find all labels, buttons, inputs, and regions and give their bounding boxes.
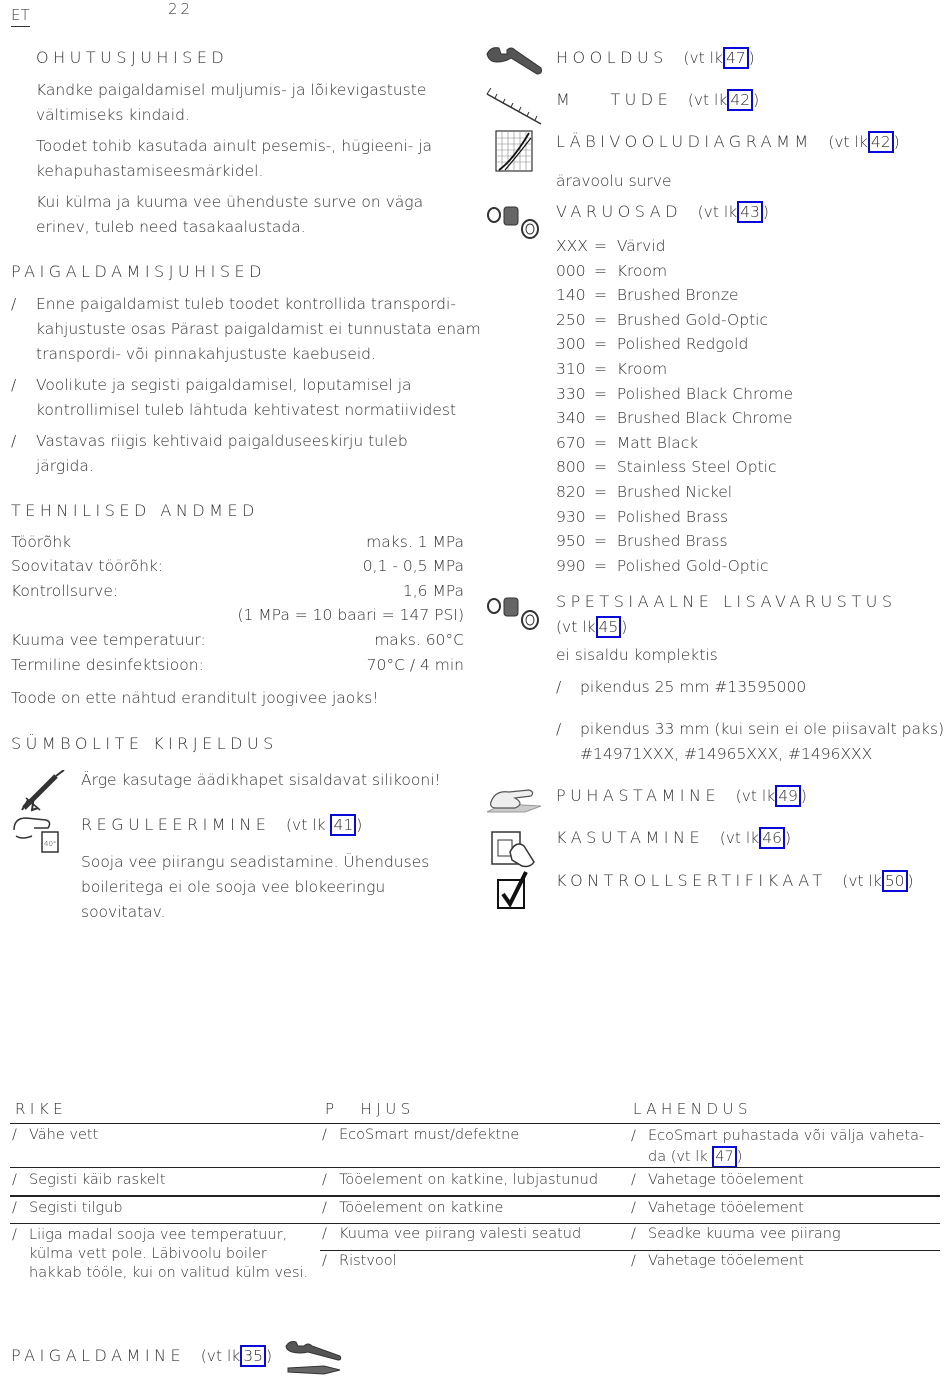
- table-row: / Vähe vett: [12, 1127, 99, 1143]
- safety-para-1: Kandke paigaldamisel muljumis- ja lõikevigastuste vältimiseks kindaid.: [36, 81, 427, 124]
- accessories-heading: SPETSIAALNE LISAVARUSTUS: [556, 592, 897, 611]
- wrench-icon: [485, 44, 543, 78]
- thermostat-hand-icon: [12, 810, 62, 856]
- table-row: / EcoSmart puhastada või välja vaheta-da (vt lk 47 ): [631, 1127, 938, 1168]
- solution-header: LAHENDUS: [633, 1100, 752, 1118]
- accessory-item: / pikendus 25 mm #13595000: [556, 675, 950, 700]
- page-ref-link[interactable]: 47: [712, 1146, 736, 1168]
- table-row: / Tööelement on katkine, lubjastunud: [322, 1172, 599, 1188]
- page-ref-link[interactable]: 42: [868, 131, 894, 153]
- page-ref-link[interactable]: 43: [737, 201, 763, 223]
- page-ref-link[interactable]: 49: [775, 785, 801, 807]
- install-item-3: / Vastavas riigis kehtivaid paigalduseeskirju tuleb järgida.: [11, 429, 436, 479]
- tech-row: Kuuma vee temperatuur: maks. 60°C: [11, 631, 464, 649]
- page-ref-link[interactable]: 41: [330, 814, 356, 836]
- accessories-sub: ei sisaldu komplektis: [556, 646, 718, 664]
- page-ref-link[interactable]: 35: [240, 1345, 266, 1367]
- safety-para-2: Toodet tohib kasutada ainult pesemis-, hügieeni- ja kehapuhastamiseesmärkidel.: [36, 137, 433, 180]
- color-item: 140 = Brushed Bronze: [556, 286, 739, 305]
- silicone-warning: Ärge kasutage äädikhapet sisaldavat silikooni!: [81, 771, 441, 789]
- certificate-heading: KONTROLLSERTIFIKAAT (vt lk 50 ): [556, 871, 914, 890]
- safety-para-3: Kui külma ja kuuma vee ühenduste surve on väga erinev, tuleb need tasakaalustada.: [36, 193, 424, 236]
- color-item: 300 = Polished Redgold: [556, 335, 749, 354]
- accessories-icon: [486, 594, 542, 630]
- page-ref-link[interactable]: 42: [727, 89, 753, 111]
- checkbox-icon: [496, 870, 530, 910]
- table-row: / Ristvool: [322, 1253, 397, 1269]
- color-item: 000 = Kroom: [556, 261, 668, 280]
- tech-row: Kontrollsurve: 1,6 MPa: [11, 582, 464, 600]
- table-row: / Tööelement on katkine: [322, 1200, 504, 1216]
- install-item-1: / Enne paigaldamist tuleb toodet kontrollida transpordi-kahjustuste osas Pärast paigaldamist ei tunnustata enam transpordi- või pinnakahjustuste kaebuseid.: [11, 292, 481, 367]
- tools-icon: [284, 1338, 344, 1378]
- tech-heading: TEHNILISED ANDMED: [11, 501, 259, 520]
- drinking-water-note: Toode on ette nähtud eranditult joogivee jaoks!: [11, 689, 379, 707]
- installation-heading: PAIGALDAMINE (vt lk 35 ): [11, 1346, 273, 1365]
- color-item: 340 = Brushed Black Chrome: [556, 409, 793, 428]
- flow-diagram-icon: [495, 130, 533, 172]
- language-code: ET: [11, 6, 30, 27]
- color-item: 310 = Kroom: [556, 359, 668, 378]
- table-rule: [10, 1223, 940, 1224]
- color-item: 670 = Matt Black: [556, 433, 699, 452]
- page-number: 22: [168, 0, 194, 18]
- usage-heading: KASUTAMINE (vt lk 46 ): [556, 828, 792, 847]
- table-row: / Segisti käib raskelt: [12, 1172, 166, 1188]
- regulate-heading: REGULEERIMINE (vt lk 41 ): [81, 815, 363, 834]
- ruler-icon: [485, 88, 543, 128]
- table-rule: [10, 1123, 940, 1124]
- color-list: [556, 234, 936, 578]
- page-ref-link[interactable]: 46: [759, 827, 785, 849]
- tech-row: Soovitatav töörõhk: 0,1 - 0,5 MPa: [11, 557, 464, 575]
- regulate-text: Sooja vee piirangu seadistamine. Ühenduses boileritega ei ole sooja vee blokeeringu soovitatav.: [81, 853, 430, 921]
- maintenance-heading: HOOLDUS (vt lk 47 ): [556, 48, 755, 67]
- bullet-slash: /: [11, 376, 17, 394]
- flow-sub: äravoolu surve: [556, 172, 672, 190]
- symbols-heading: SÜMBOLITE KIRJELDUS: [11, 734, 278, 753]
- table-row: / Liiga madal sooja vee temperatuur, külma vett pole. Läbivoolu boiler hakkab tööle, kui on valitud külm vesi.: [12, 1227, 309, 1281]
- color-item: 330 = Polished Black Chrome: [556, 384, 794, 403]
- tech-row: Termiline desinfektsioon: 70°C / 4 min: [11, 656, 464, 674]
- dimensions-heading: M TUDE (vt lk 42 ): [556, 90, 760, 109]
- accessories-ref: (vt lk 45 ): [556, 618, 628, 636]
- install-heading: PAIGALDAMISJUHISED: [11, 262, 266, 281]
- install-item-2: / Voolikute ja segisti paigaldamisel, loputamisel ja kontrollimisel tuleb lähtuda kehtivatest normatiividest: [11, 373, 481, 423]
- table-row: / Seadke kuuma vee piirang: [631, 1226, 841, 1242]
- spare-heading: VARUOSAD (vt lk 43 ): [556, 202, 769, 221]
- flow-heading: LÄBIVOOLUDIAGRAMM (vt lk 42 ): [556, 132, 900, 151]
- bullet-slash: /: [556, 720, 562, 738]
- color-item: XXX = Värvid: [556, 237, 666, 255]
- table-rule: [320, 1250, 940, 1251]
- color-item: 800 = Stainless Steel Optic: [556, 458, 777, 477]
- page-ref-link[interactable]: 47: [723, 47, 749, 69]
- silicone-gun-icon: [18, 770, 66, 812]
- cause-header: P HJUS: [325, 1100, 415, 1118]
- cleaning-hand-icon: [485, 784, 543, 820]
- color-item: 950 = Brushed Brass: [556, 532, 728, 551]
- bullet-slash: /: [11, 432, 17, 450]
- page-ref-link[interactable]: 45: [596, 616, 622, 638]
- color-item: 250 = Brushed Gold-Optic: [556, 310, 768, 329]
- table-row: / EcoSmart must/defektne: [322, 1127, 520, 1143]
- table-rule: [10, 1195, 940, 1197]
- table-row: / Vahetage tööelement: [631, 1253, 804, 1269]
- table-row: / Segisti tilgub: [12, 1200, 123, 1216]
- bullet-slash: /: [11, 295, 17, 313]
- table-row: / Vahetage tööelement: [631, 1200, 804, 1216]
- svg-text:40°: 40°: [44, 840, 57, 848]
- accessory-item: / pikendus 33 mm (kui sein ei ole piisavalt paks) #14971XXX, #14965XXX, #1496XXX: [556, 717, 950, 767]
- color-item: 930 = Polished Brass: [556, 507, 729, 526]
- bullet-slash: /: [556, 678, 562, 696]
- table-row: / Vahetage tööelement: [631, 1172, 804, 1188]
- color-item: 820 = Brushed Nickel: [556, 482, 733, 501]
- tech-row: Töörõhk maks. 1 MPa: [11, 533, 464, 551]
- page-ref-link[interactable]: 50: [882, 870, 908, 892]
- cleaning-heading: PUHASTAMINE (vt lk 49 ): [556, 786, 807, 805]
- usage-hand-icon: [490, 822, 538, 870]
- color-item: 990 = Polished Gold-Optic: [556, 556, 769, 575]
- table-rule: [10, 1167, 940, 1168]
- spare-parts-icon: [486, 203, 542, 239]
- safety-heading: OHUTUSJUHISED: [36, 48, 229, 67]
- fault-header: RIKE: [15, 1100, 68, 1118]
- table-row: / Kuuma vee piirang valesti seatud: [322, 1226, 582, 1242]
